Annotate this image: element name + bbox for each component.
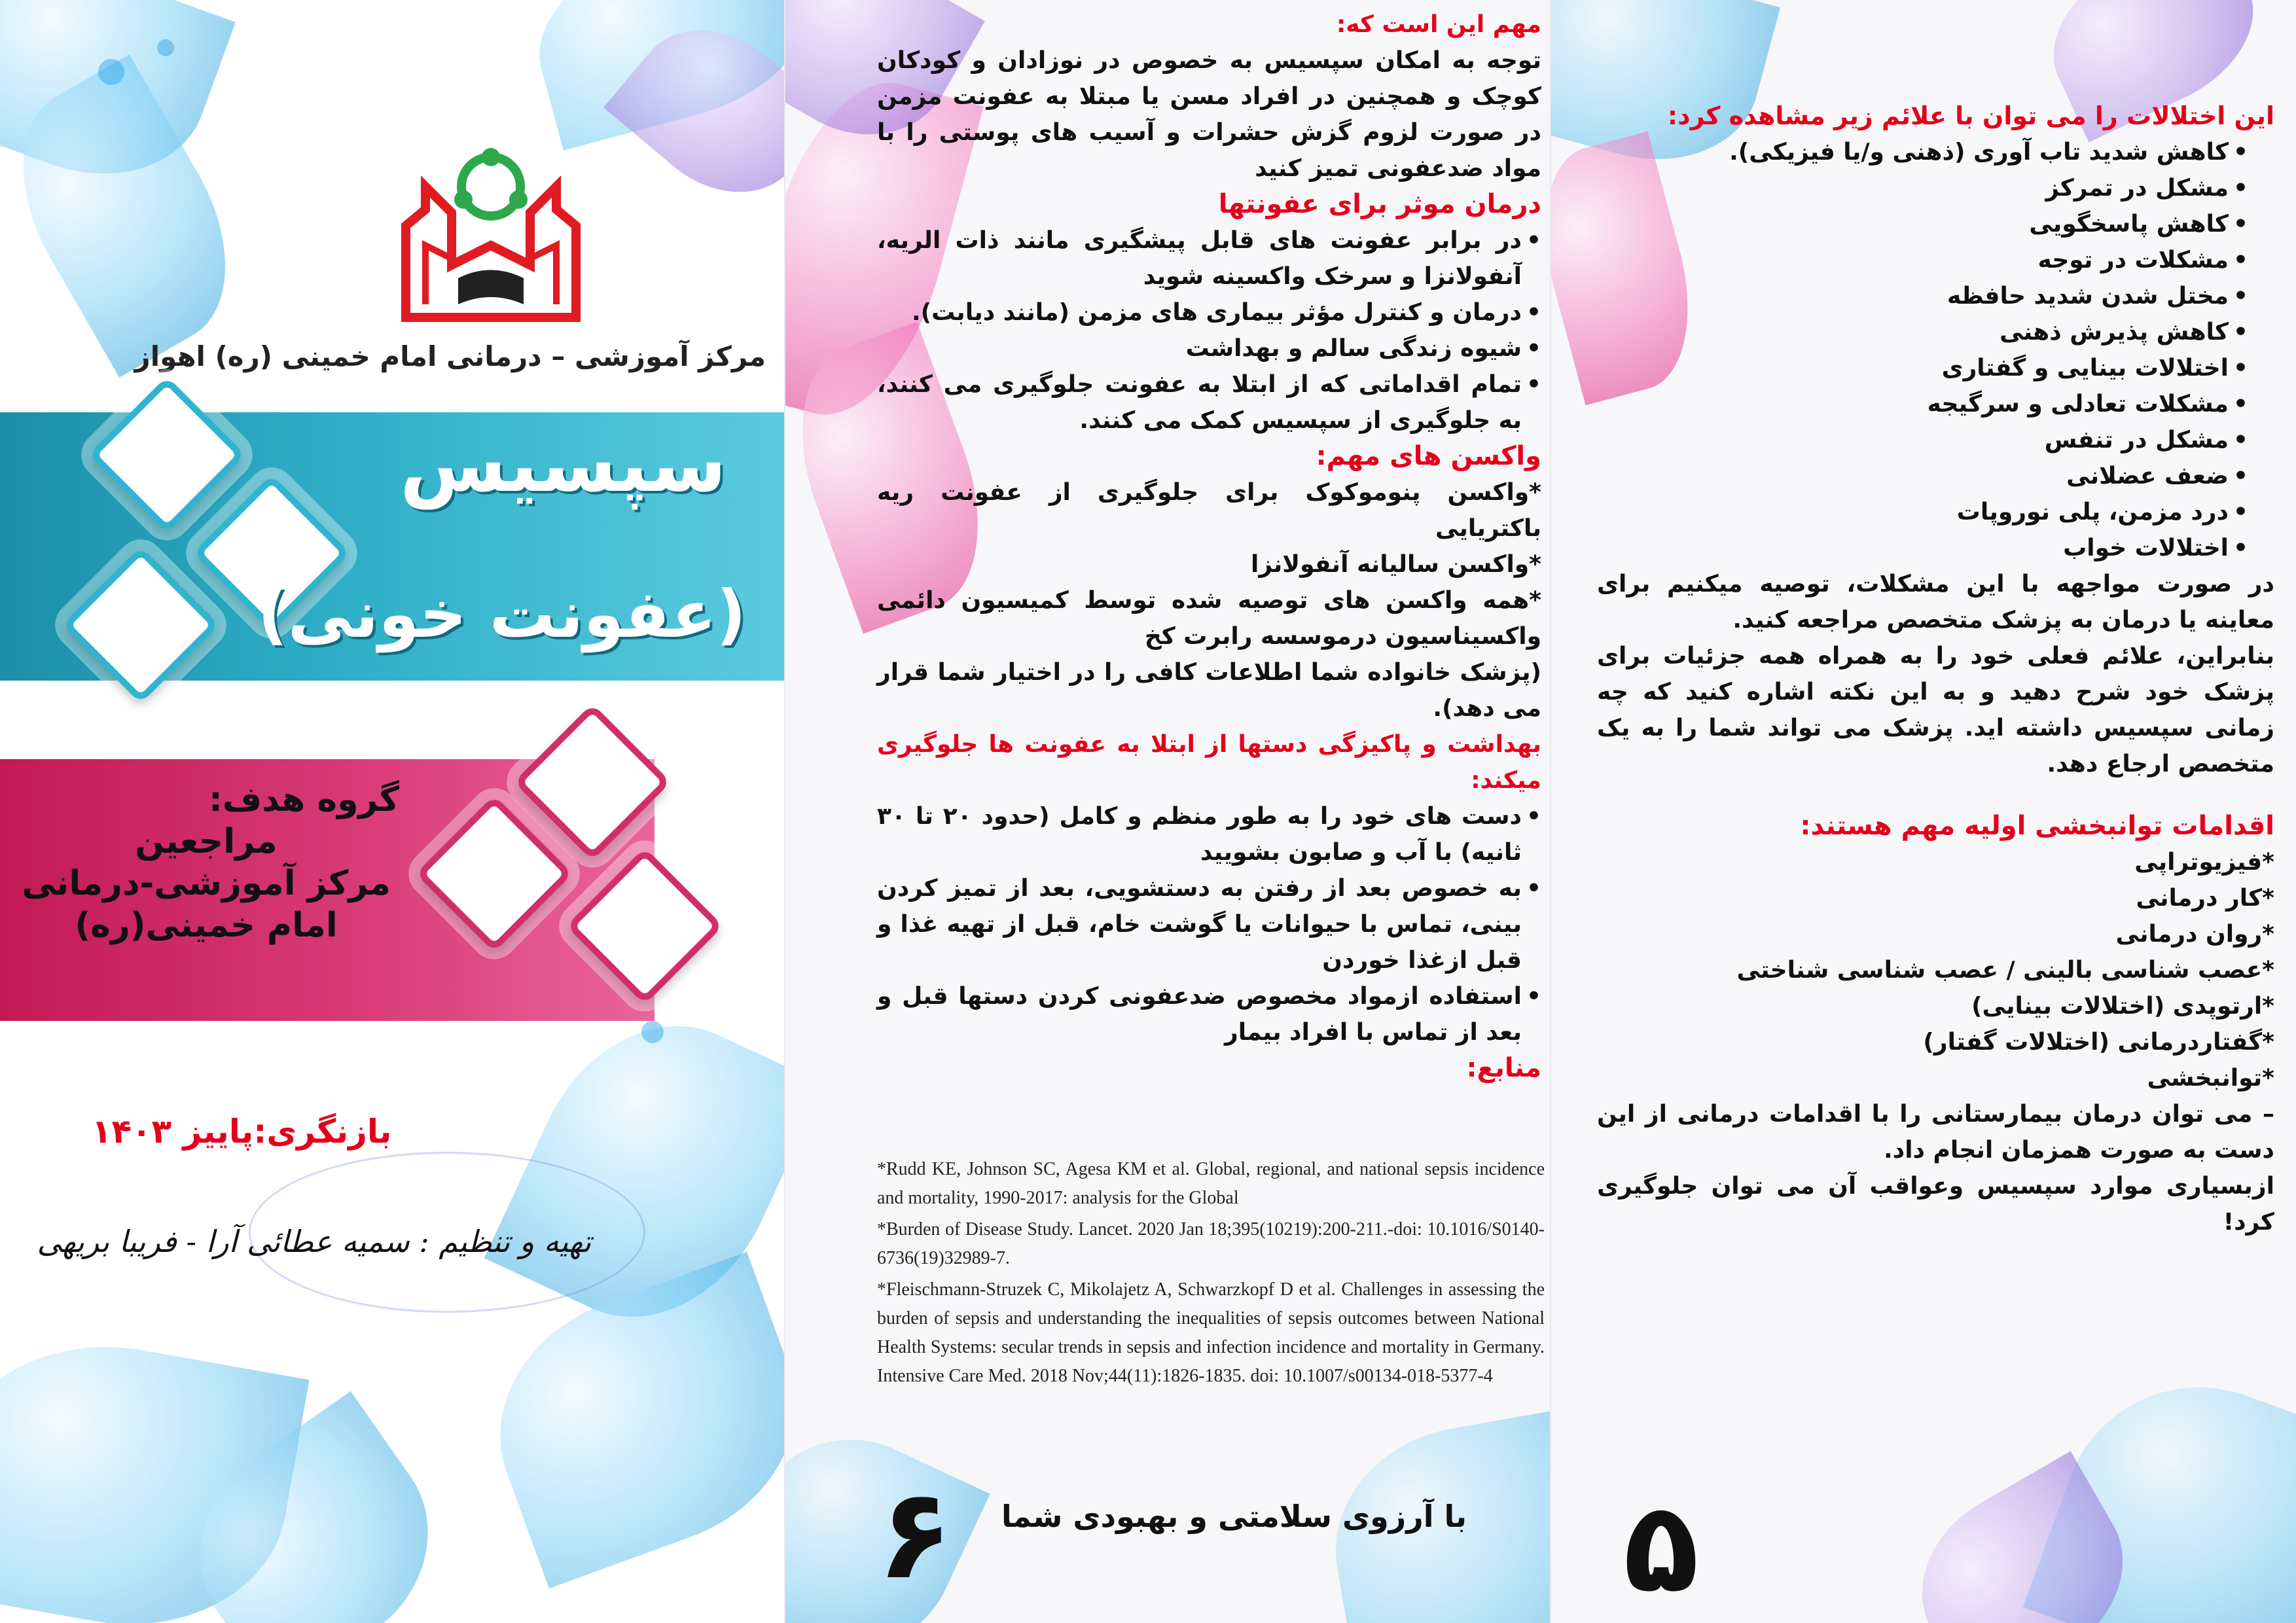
revision-date: بازنگری:پاییز ۱۴۰۳: [92, 1113, 392, 1150]
vaccine-line: *واکسن سالیانه آنفولانزا: [1251, 551, 1541, 578]
rehab-item: *عصب شناسی بالینی / عصب شناسی شناختی: [1736, 957, 2274, 984]
rehab-item: *کار درمانی: [2136, 885, 2274, 912]
list-item: • مختل شدن شدید حافظه: [1597, 278, 2248, 314]
page-6-content: [877, 7, 1541, 1086]
rehab-item: *فیزیوتراپی: [2134, 849, 2274, 876]
symptoms-heading: این اختلالات را می توان با علائم زیر مشاهده کرد:: [1667, 101, 2274, 130]
rehab-item: *توانبخشی: [2147, 1065, 2274, 1092]
authors-credit: تهیه و تنظیم : سمیه عطائی آرا - فریبا بریهی: [37, 1224, 592, 1259]
references-list: [877, 1155, 1545, 1393]
page-title: سپسیس: [399, 419, 726, 509]
list-item: • درمان و کنترل مؤثر بیماری های مزمن (مانند دیابت).: [877, 294, 1541, 330]
treatment-heading: درمان موثر برای عفونتها: [1218, 189, 1541, 219]
spacer: [1597, 782, 2274, 808]
list-item: • اختلالات بینایی و گفتاری: [1597, 350, 2248, 386]
vaccine-line: *واکسن پنوموکوک برای جلوگیری از عفونت ریه باکتریایی: [877, 479, 1541, 542]
reference-item: *Fleischmann-Struzek C, Mikolajetz A, Schwarzkopf D et al. Challenges in assessing the burden of sepsis and understanding the inequalities of sepsis outcomes between National Health Systems: secular trends in sepsis and infection incidence and mortality in Germany. Intensive Care Med. 2018 Nov;44(11):1826-1835. doi: 10.1007/s00134-018-5377-4: [877, 1279, 1545, 1386]
rehab-heading: اقدامات توانبخشی اولیه مهم هستند:: [1800, 811, 2274, 841]
rehab-item: *روان درمانی: [2115, 921, 2274, 948]
sources-heading: منابع:: [1466, 1053, 1541, 1083]
list-item: • مشکل در تنفس: [1597, 422, 2248, 458]
target-line: مرکز آموزشی-درمانی: [22, 864, 391, 903]
target-line: امام خمینی(ره): [75, 906, 338, 945]
target-line: مراجعین: [135, 822, 278, 861]
page-number: ۶: [877, 1462, 953, 1607]
center-name: مرکز آموزشی – درمانی امام خمینی (ره) اهواز: [134, 340, 766, 372]
hygiene-list: [877, 798, 1541, 1050]
important-heading: مهم این است که:: [1336, 11, 1541, 38]
treatment-list: [877, 223, 1541, 438]
list-item: • اختلالات خواب: [1597, 530, 2248, 566]
vaccine-line: (پزشک خانواده شما اطلاعات کافی را در اختیار شما قرار می دهد).: [877, 659, 1541, 722]
hygiene-heading: بهداشت و پاکیزگی دستها از ابتلا به عفونت ها جلوگیری میکند:: [877, 731, 1541, 794]
advice-paragraph: در صورت مواجهه با این مشکلات، توصیه میکنیم برای معاینه یا درمان به پزشک متخصص مراجعه کنید.: [1597, 571, 2274, 633]
list-item: • ضعف عضلانی: [1597, 458, 2248, 494]
reference-item: *Rudd KE, Johnson SC, Agesa KM et al. Global, regional, and national sepsis incidence and mortality, 1990-2017: analysis for the Global: [877, 1159, 1545, 1208]
closing-wish: با آرزوی سلامتی و بهبودی شما: [1001, 1499, 1467, 1534]
list-item: • مشکلات در توجه: [1597, 242, 2248, 278]
vaccine-line: *همه واکسن های توصیه شده توسط کمیسیون دائمی واکسیناسیون درموسسه رابرت کخ: [877, 587, 1541, 650]
closing-paragraph: – می توان درمان بیمارستانی را با اقدامات درمانی از این دست به صورت همزمان انجام داد.: [1597, 1101, 2274, 1164]
target-group: [13, 779, 399, 946]
list-item: • کاهش پذیرش ذهنی: [1597, 314, 2248, 350]
list-item: • شیوه زندگی سالم و بهداشت: [877, 330, 1541, 366]
list-item: • به خصوص بعد از رفتن به دستشویی، بعد از تمیز کردن بینی، تماس با حیوانات یا گوشت خام، قبل از تهیه غذا و قبل ازغذا خوردن: [877, 870, 1541, 978]
list-item: • مشکل در تمرکز: [1597, 170, 2248, 206]
list-item: • کاهش پاسخگویی: [1597, 206, 2248, 242]
list-item: • دست های خود را به طور منظم و کامل (حدود ۲۰ تا ۳۰ ثانیه) با آب و صابون بشویید: [877, 798, 1541, 870]
list-item: • در برابر عفونت های قابل پیشگیری مانند ذات الریه، آنفولانزا و سرخک واکسینه شوید: [877, 223, 1541, 294]
closing-paragraph: ازبسیاری موارد سپسیس وعواقب آن می توان جلوگیری کرد!: [1597, 1173, 2274, 1236]
advice-paragraph: بنابراین، علائم فعلی خود را به همراه همه جزئیات برای پزشک خود شرح دهید و به این نکته اشاره کنید که چه زمانی سپسیس داشته اید. پزشک می تواند شما را به یک متخصص ارجاع دهد.: [1597, 643, 2274, 777]
rehab-item: *ارتوپدی (اختلالات بینایی): [1971, 993, 2274, 1020]
list-item: • استفاده ازمواد مخصوص ضدعفونی کردن دستها قبل و بعد از تماس با افراد بیمار: [877, 978, 1541, 1050]
reference-item: *Burden of Disease Study. Lancet. 2020 Jan 18;395(10219):200-211.-doi: 10.1016/S0140-6736(19)32989-7.: [877, 1219, 1545, 1268]
dot-decoration: [98, 59, 124, 85]
list-item: • درد مزمن، پلی نوروپات: [1597, 494, 2248, 530]
page-subtitle: (عفونت خونی): [257, 576, 746, 652]
list-item: • کاهش شدید تاب آوری (ذهنی و/یا فیزیکی).: [1597, 134, 2248, 170]
dot-decoration: [157, 39, 174, 56]
vaccine-heading: واکسن های مهم:: [1316, 441, 1541, 471]
page-5-content: [1597, 98, 2274, 1240]
cover-panel: [0, 0, 785, 1623]
dot-decoration: [641, 1021, 664, 1043]
symptoms-list: [1597, 134, 2274, 566]
target-label: گروه هدف:: [208, 780, 399, 819]
important-text: توجه به امکان سپسیس به خصوص در نوزادان و کودکان کوچک و همچنین در افراد مسن یا مبتلا به عفونت مزمن در صورت لزوم گزش حشرات و آسیب های پوستی را با مواد ضدعفونی تمیز کنید: [877, 47, 1541, 182]
list-item: • تمام اقداماتی که از ابتلا به عفونت جلوگیری می کنند، به جلوگیری از سپسیس کمک می کنند.: [877, 366, 1541, 438]
list-item: • مشکلات تعادلی و سرگیجه: [1597, 386, 2248, 422]
center-logo-icon: [399, 147, 583, 324]
rehab-item: *گفتاردرمانی (اختلالات گفتار): [1923, 1029, 2274, 1056]
page-number: ۵: [1623, 1475, 1699, 1620]
